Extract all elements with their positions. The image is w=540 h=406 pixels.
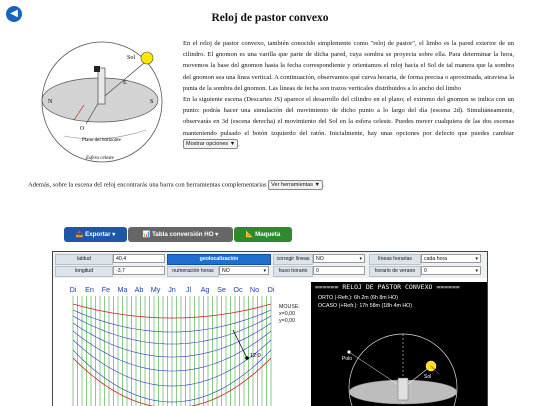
gnomon-point[interactable] xyxy=(245,356,249,360)
descartes-scene xyxy=(52,251,488,406)
export-button[interactable]: 📤 Exportar ▾ xyxy=(64,227,127,242)
verano-select[interactable]: 0 ▾ xyxy=(421,266,481,275)
geolocation-button[interactable]: geolocalización xyxy=(167,254,271,265)
lineas-label: líneas horarias xyxy=(369,254,421,265)
page-title: Reloj de pastor convexo xyxy=(211,12,329,24)
month-label: Jl xyxy=(185,285,192,294)
huso-input[interactable]: 0 xyxy=(313,266,365,275)
sphere-drawing xyxy=(311,282,487,406)
fig-label-e: E xyxy=(123,80,127,86)
month-label: Di xyxy=(267,285,275,294)
polo-label: Polo xyxy=(342,356,353,362)
paragraph-1: En el reloj de pastor convexo, también conocido simplemente como "reloj de pastor", el limbo es la pared exterior de un cilindro. El gnomon es una varilla que parte de dicha pared, cuya sombra se proyecta sobre ella. Para determinar la hora, movemos la base del gnomon hasta la fecha correspondiente y orientamos el reloj hacia el Sol de tal manera que la sombra del gnomon sea una línea vertical. A continuación, observamos qué curva horaria, de forma precisa o aproximada, atraviesa la punta de la sombra del gnomon. Las líneas de fecha son trazos verticales distribuidos a lo ancho del limbo xyxy=(183,40,514,92)
fig-label-esfera: Esfera celeste xyxy=(86,156,114,161)
month-label: Ab xyxy=(134,285,144,294)
month-label: En xyxy=(85,285,94,294)
panel-title: ====== RELOJ DE PASTOR CONVEXO ====== xyxy=(315,283,460,291)
mouse-label: MOUSE: xyxy=(279,304,300,310)
month-label: My xyxy=(150,285,161,294)
corregir-select[interactable]: NO ▾ xyxy=(313,254,365,263)
paragraph-2: En la siguiente escena (Descartes JS) aparece el desarrollo del cilindro en el plano; el extremo del gnomon se indica con un punto: podrás hacer una simulación del movimiento de dicho punto a lo largo del día (escena 2d). Simultáneamente, observarás en 3d (escena derecha) el movimiento del Sol en la esfera celeste. Puedes mover cualquiera de las dos escenas manteniendo pulsado el botón izquierdo del ratón. Inicialmente, hay unas opciones por defecto que puedes cambiar Mostrar opciones ▼ . xyxy=(183,96,514,148)
conversion-table-button[interactable]: 📊 Tabla conversión HO ▾ xyxy=(128,227,233,242)
longitud-label: longitud xyxy=(55,266,113,277)
show-options-button[interactable]: Mostrar opciones ▼ xyxy=(183,139,238,149)
verano-label: horario de verano xyxy=(369,266,421,277)
month-label: Oc xyxy=(233,285,243,294)
month-label: Se xyxy=(217,285,226,294)
fig-label-sol: Sol xyxy=(127,55,136,61)
orto-text: ORTO (-Refr.): 6h 2m (6h 8m HO) xyxy=(318,295,398,301)
huso-label: huso horario xyxy=(273,266,313,277)
sphere-3d-view[interactable] xyxy=(311,282,487,406)
month-label: Ma xyxy=(117,285,128,294)
hour-marker-label: 12:0 xyxy=(250,353,261,359)
mouse-y: y=0,00 xyxy=(279,318,296,324)
latitud-input[interactable]: 40,4 xyxy=(113,254,165,263)
fig-label-s: S xyxy=(150,99,154,105)
month-label: Ag xyxy=(200,285,210,294)
fig-label-plano: Plano del horizonte xyxy=(82,138,121,143)
numeracion-label: numeración horas xyxy=(167,266,219,277)
description xyxy=(183,38,514,150)
month-label: Fe xyxy=(101,285,111,294)
sol-label: Sol xyxy=(424,374,432,380)
controls-bar xyxy=(53,252,487,278)
fig-label-n: N xyxy=(48,99,53,105)
numeracion-select[interactable]: NO ▾ xyxy=(219,266,269,275)
intro-diagram xyxy=(34,40,174,170)
maqueta-button[interactable]: 📐 Maqueta xyxy=(234,227,292,242)
month-label: No xyxy=(249,285,260,294)
corregir-label: corregir líneas xyxy=(273,254,313,265)
fig-label-o: O xyxy=(80,126,85,132)
month-label: Jn xyxy=(168,285,176,294)
latitud-label: latitud xyxy=(55,254,113,265)
ocaso-text: OCASO (+Refr.): 17h 58m (18h 4m HO) xyxy=(318,303,413,309)
dial-chart[interactable] xyxy=(61,282,301,406)
month-label: Di xyxy=(69,285,77,294)
longitud-input[interactable]: -3,7 xyxy=(113,266,165,275)
arrow-left-icon: ◀ xyxy=(10,8,18,19)
mouse-x: x=0,00 xyxy=(279,311,296,317)
lineas-select[interactable]: cada hora ▾ xyxy=(421,254,481,263)
mouse-readout xyxy=(279,304,300,325)
tools-note: Además, sobre la escena del reloj encontrarás una barra con herramientas complementarias Ver herramientas ▼ . xyxy=(28,181,325,189)
show-tools-button[interactable]: Ver herramientas ▼ xyxy=(268,180,323,190)
